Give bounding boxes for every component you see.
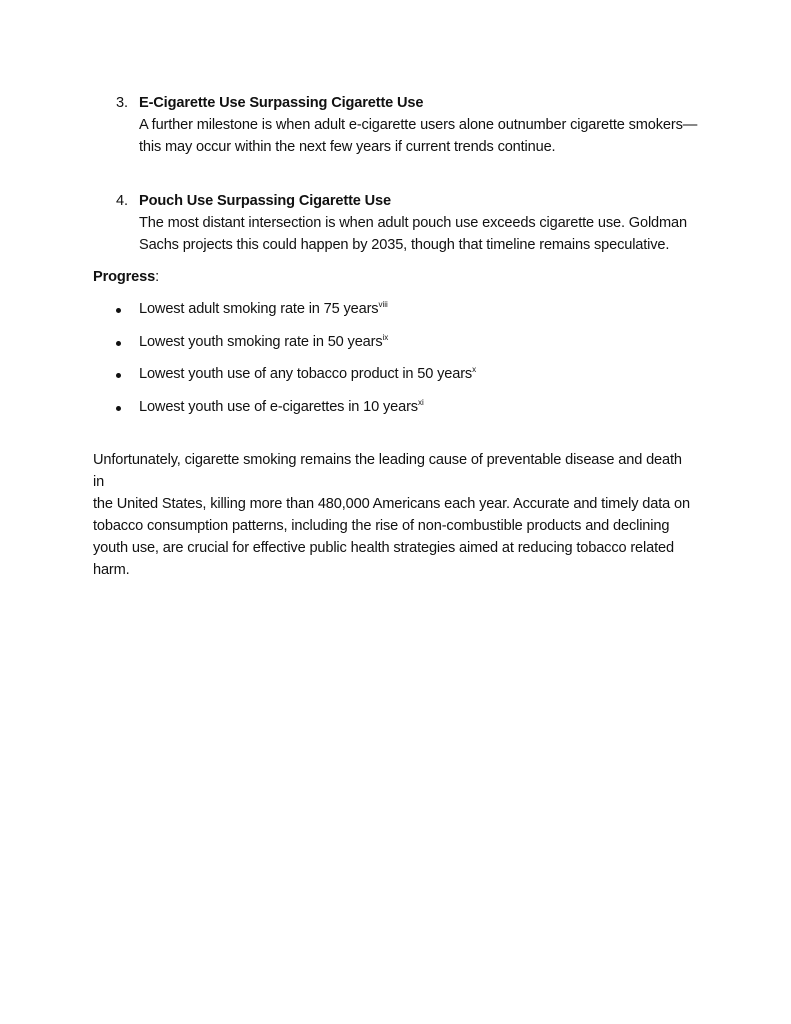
item-body (139, 92, 706, 158)
footnote-ref[interactable]: xi (417, 397, 424, 407)
item-heading: E-Cigarette Use Surpassing Cigarette Use (139, 95, 424, 111)
progress-heading (93, 266, 159, 288)
paragraph-line: harm. (93, 562, 130, 578)
list-item-text: Lowest adult smoking rate in 75 years (139, 301, 379, 317)
progress-label: Progress (93, 269, 156, 285)
footnote-ref[interactable]: x (472, 365, 477, 374)
paragraph-line: the United States, killing more than 480,000 Americans each year. Accurate and timely data on (93, 496, 690, 512)
list-item-text: Lowest youth smoking rate in 50 years (139, 333, 383, 350)
item-description-line: The most distant intersection is when adult pouch use exceeds cigarette use. Goldman (139, 215, 687, 231)
item-description-line: this may occur within the next few years if current trends continue. (139, 139, 556, 155)
paragraph-line: tobacco consumption patterns, including the rise of non-combustible products and declining (93, 518, 670, 534)
bullet-icon (116, 341, 121, 346)
bullet-icon (116, 406, 121, 411)
paragraph-line: youth use, are crucial for effective public health strategies aimed at reducing tobacco related (93, 540, 674, 556)
list-item-text: Lowest youth use of any tobacco product in 50 years (139, 366, 473, 382)
bullet-icon (116, 373, 121, 378)
item-number: 3. (116, 95, 128, 111)
numbered-item-3 (116, 92, 706, 158)
progress-colon: : (155, 269, 159, 285)
item-description-line: A further milestone is when adult e-cigarette users alone outnumber cigarette smokers— (139, 117, 698, 133)
numbered-item-4 (116, 190, 706, 256)
closing-paragraph (93, 449, 695, 581)
footnote-ref[interactable]: ix (382, 332, 389, 342)
item-body (139, 190, 706, 256)
item-heading: Pouch Use Surpassing Cigarette Use (139, 193, 391, 209)
item-description-line: Sachs projects this could happen by 2035, though that timeline remains speculative. (139, 237, 670, 253)
item-number: 4. (116, 193, 128, 209)
footnote-ref[interactable]: viii (378, 300, 388, 309)
list-item-text: Lowest youth use of e-cigarettes in 10 years (139, 398, 418, 415)
bullet-icon (116, 308, 121, 313)
paragraph-line: Unfortunately, cigarette smoking remains the leading cause of preventable disease and death in (93, 452, 682, 490)
